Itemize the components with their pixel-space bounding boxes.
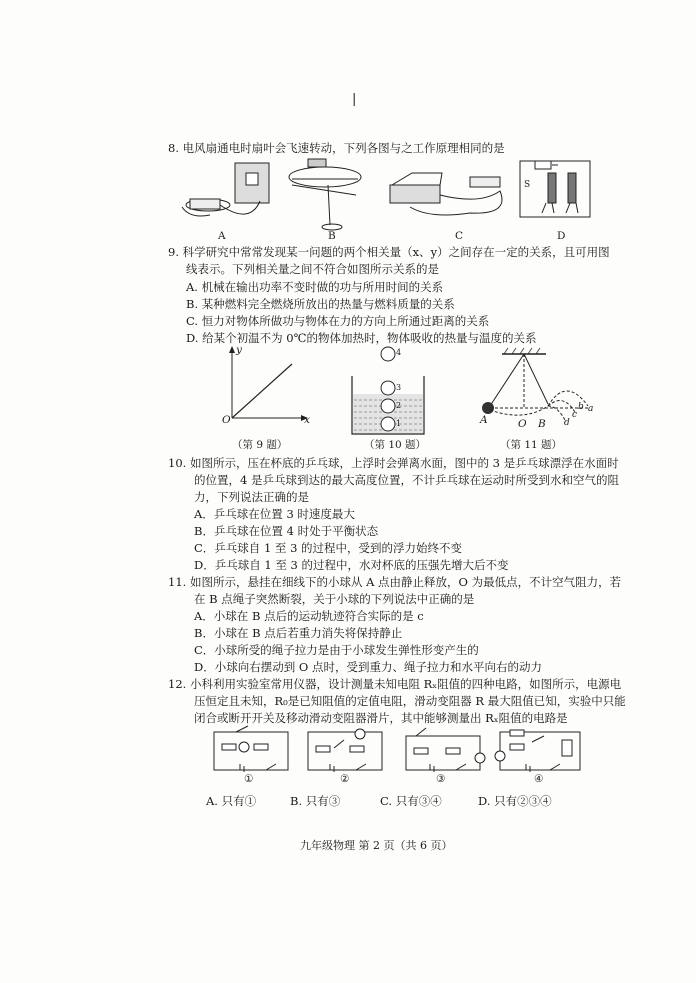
q10-option-c: C．乒乓球自 1 至 3 的过程中，受到的浮力始终不变 <box>194 541 463 555</box>
q8-fig-d <box>520 161 590 217</box>
q12-choice-b: B. 只有③ <box>290 794 341 808</box>
q9-option-c: C. 恒力对物体所做功与物体在力的方向上所通过距离的关系 <box>186 314 490 328</box>
q8-label-b: B <box>328 230 336 242</box>
q11-option-a: A．小球在 B 点后的运动轨迹符合实际的是 c <box>194 609 424 623</box>
q8-figures-svg <box>180 155 600 235</box>
q8-fig-c <box>390 173 502 215</box>
q8-label-d: D <box>557 230 566 242</box>
q10-option-d: D．乒乓球自 1 至 3 的过程中，水对杯底的压强先增大后不变 <box>194 558 509 572</box>
fig11-point-a2: a <box>588 404 594 414</box>
fig9-caption: （第 9 题） <box>232 439 288 451</box>
q11-stem-1: 11. 如图所示，悬挂在细线下的小球从 A 点由静止释放，O 为最低点，不计空气阻力，若 <box>168 575 622 589</box>
q12-circuit-label-4: ④ <box>534 773 544 785</box>
q11-stem-2: 在 B 点绳子突然断裂，关于小球的下列说法中正确的是 <box>194 592 475 606</box>
fig9-x-label: x <box>304 414 310 426</box>
q12-choice-d: D. 只有②③④ <box>478 794 552 808</box>
fig9 <box>220 346 310 431</box>
q8-label-a: A <box>218 230 226 242</box>
q12-circuit-1 <box>214 726 288 772</box>
q12-circuit-2 <box>308 729 382 772</box>
q11-option-d: D．小球向右摆动到 O 点时，受到重力、绳子拉力和水平向右的动力 <box>194 660 542 674</box>
fig11-point-a: A <box>480 414 488 426</box>
fig10-mark-2: 2 <box>396 401 402 410</box>
page-mark: | <box>352 92 357 107</box>
q12-circuit-label-1: ① <box>244 773 254 785</box>
q10-stem-3: 力，下列说法正确的是 <box>194 490 309 504</box>
fig11 <box>476 346 596 430</box>
q8-fig-b <box>289 159 361 230</box>
q9-option-a: A. 机械在输出功率不变时做的功与所用时间的关系 <box>186 280 444 294</box>
q12-stem-1: 12. 小科利用实验室常用仪器，设计测量未知电阻 Rₓ阻值的四种电路，如图所示，电源电 <box>168 677 622 691</box>
q12-circuit-label-2: ② <box>340 773 350 785</box>
svg-text:S: S <box>524 180 531 190</box>
fig11-point-b2: b <box>578 402 584 412</box>
fig11-point-c: c <box>572 410 578 420</box>
q9-stem-1: 9. 科学研究中常常发现某一问题的两个相关量（x、y）之间存在一定的关系，且可用图 <box>168 245 610 259</box>
q12-circuit-label-3: ③ <box>436 773 446 785</box>
fig10 <box>348 366 428 438</box>
fig11-point-d: d <box>564 418 570 428</box>
q11-option-b: B．小球在 B 点后若重力消失将保持静止 <box>194 626 403 640</box>
q12-stem-2: 压恒定且未知，R₀是已知阻值的定值电阻，滑动变阻器 R 最大阻值已知，实验中只能 <box>194 694 626 708</box>
q9-option-b: B. 某种燃料完全燃烧所放出的热量与燃料质量的关系 <box>186 297 455 311</box>
q9-stem-2: 线表示。下列相关量之间不符合如图所示关系的是 <box>186 262 439 276</box>
q10-option-b: B．乒乓球在位置 4 时处于平衡状态 <box>194 524 379 538</box>
fig10-beaker <box>348 366 428 438</box>
q8-figures <box>180 155 600 235</box>
q10-stem-1: 10. 如图所示，压在杯底的乒乓球，上浮时会弹离水面，图中的 3 是乒乓球漂浮在水面时 <box>168 456 619 470</box>
fig9-origin: O <box>222 414 231 426</box>
fig11-point-o: O <box>518 418 527 430</box>
q8-label-c: C <box>455 230 464 242</box>
q12-circuits <box>210 726 590 776</box>
fig10-mark-1: 1 <box>396 419 402 428</box>
fig10-mark-3: 3 <box>396 383 402 392</box>
fig9-graph <box>220 346 310 431</box>
q10-stem-2: 的位置，4 是乒乓球到达的最大高度位置，不计乒乓球在运动时所受到水和空气的阻 <box>194 473 619 487</box>
page-footer: 九年级物理 第 2 页（共 6 页） <box>300 839 453 852</box>
q12-stem-3: 闭合或断开开关及移动滑动变阻器滑片，其中能够测量出 Rₓ阻值的电路是 <box>194 711 568 725</box>
fig9-y-label: y <box>236 344 242 356</box>
q10-option-a: A．乒乓球在位置 3 时速度最大 <box>194 507 355 521</box>
q12-circuit-3 <box>406 728 485 772</box>
fig10-caption: （第 10 题） <box>364 439 427 451</box>
q8-stem: 8. 电风扇通电时扇叶会飞速转动，下列各图与之工作原理相同的是 <box>168 141 505 155</box>
q8-fig-a <box>182 163 269 216</box>
q12-circuit-4 <box>495 730 580 772</box>
fig11-point-b: B <box>538 418 546 430</box>
q12-circuits-svg <box>210 726 590 776</box>
fig11-caption: （第 11 题） <box>500 439 563 451</box>
q12-choice-a: A. 只有① <box>206 794 257 808</box>
q11-option-c: C．小球所受的绳子拉力是由于小球发生弹性形变产生的 <box>194 643 479 657</box>
q9-option-d: D. 给某个初温不为 0℃的物体加热时，物体吸收的热量与温度的关系 <box>186 331 537 345</box>
fig11-pendulum <box>476 346 596 430</box>
q12-choice-c: C. 只有③④ <box>380 794 442 808</box>
fig10-mark-4: 4 <box>396 348 402 357</box>
